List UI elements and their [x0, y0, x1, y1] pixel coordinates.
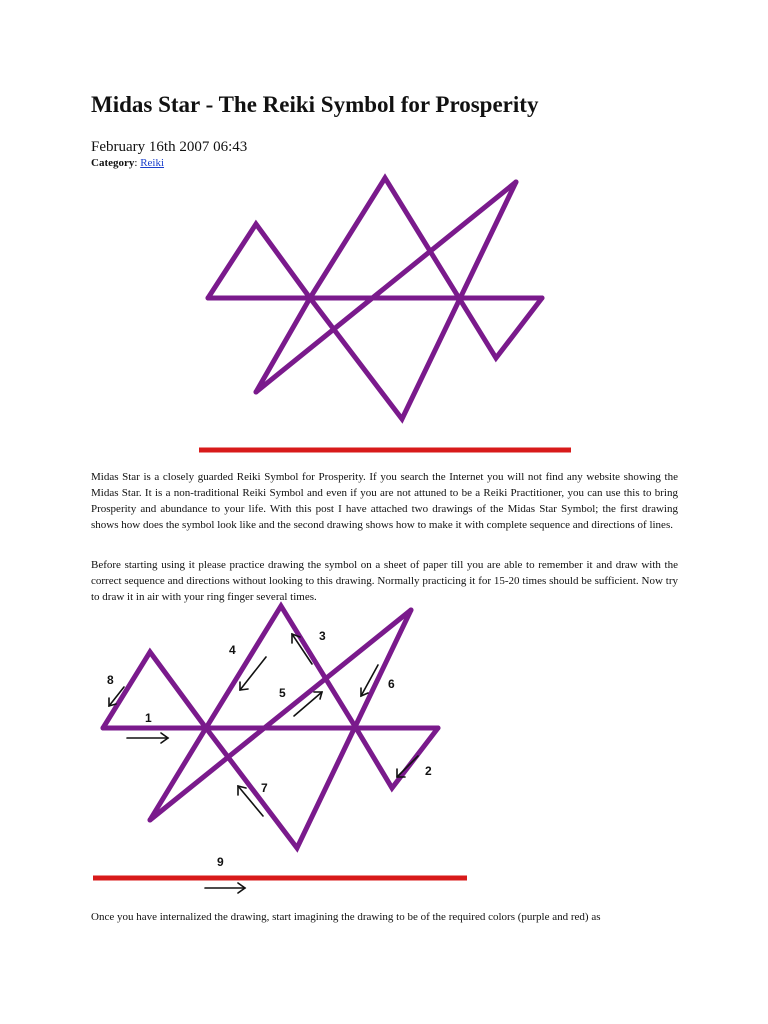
category-link-reiki[interactable]: Reiki [140, 157, 165, 169]
direction-arrows [109, 634, 418, 893]
category-separator: : [134, 157, 141, 169]
step-label-8: 8 [107, 673, 114, 687]
step-label-7: 7 [261, 781, 268, 795]
article-date: February 16th 2007 06:43 [91, 139, 248, 155]
midas-star-sequence-symbol [103, 606, 438, 848]
paragraph-intro: Midas Star is a closely guarded Reiki Symbol for Prosperity. If you search the Internet you will not find any website showing the Midas Star. It is a non-traditional Reiki Symbol and even if you are not attuned to be a Reiki Practitioner, you can use this to bring Prosperity and abundance to your life. With this post I have attached two drawings of the Midas Star Symbol; the first drawing shows how does the symbol look like and the second drawing shows how to make it with complete sequence and directions of lines. [91, 471, 678, 531]
step-label-1: 1 [145, 711, 152, 725]
step-label-2: 2 [425, 764, 432, 778]
arrow-step-2 [397, 756, 418, 777]
step-label-5: 5 [279, 686, 286, 700]
seq-line-peak [206, 606, 356, 728]
arrow-step-9 [205, 883, 245, 893]
paragraph-practice: Before starting using it please practice drawing the symbol on a sheet of paper till you are able to remember it and draw with the correct sequence and directions without looking to this drawing. Normally practicing it for 15-20 times should be sufficient. Now try to draw it in air with your ring finger several times. [91, 559, 678, 603]
step-label-4: 4 [229, 643, 236, 657]
step-label-3: 3 [319, 629, 326, 643]
paragraph-colors: Once you have internalized the drawing, start imagining the drawing to be of the required colors (purple and red) as [91, 911, 601, 923]
seq-line-lower-right [356, 728, 438, 788]
article-title: Midas Star - The Reiki Symbol for Prosperity [91, 92, 539, 117]
category-label: Category [91, 157, 135, 169]
seq-line-long-diagonal [150, 610, 411, 820]
step-label-9: 9 [217, 855, 224, 869]
seq-line-lower-left [150, 728, 206, 820]
seq-line-left-peak [103, 652, 206, 728]
arrow-step-1 [127, 733, 168, 743]
step-label-6: 6 [388, 677, 395, 691]
